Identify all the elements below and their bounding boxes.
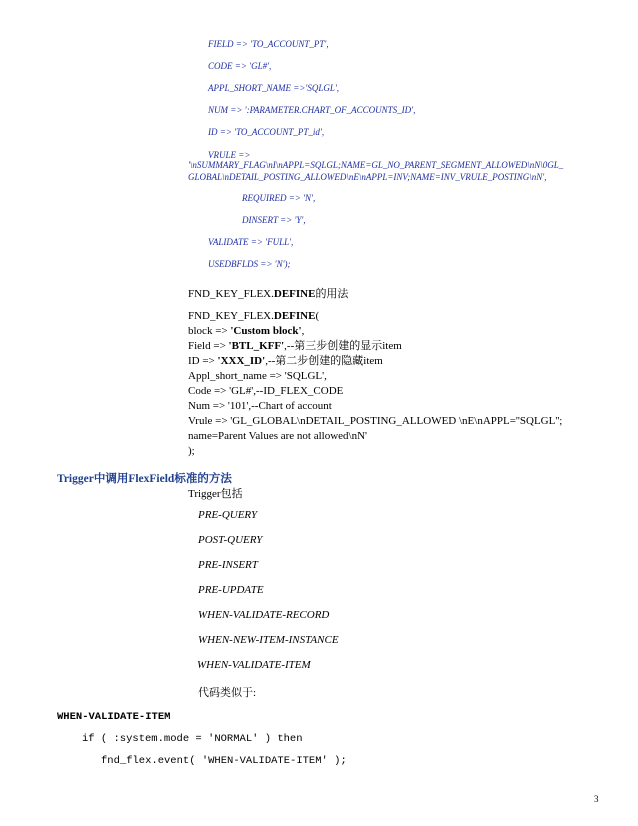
trigger-item: PRE-QUERY	[198, 509, 258, 521]
code-heading: WHEN-VALIDATE-ITEM	[57, 711, 171, 723]
param-num: NUM => ':PARAMETER.CHART_OF_ACCOUNTS_ID',	[208, 105, 416, 115]
param-vrule: VRULE =>	[208, 150, 251, 160]
param-appl: APPL_SHORT_NAME =>'SQLGL',	[208, 83, 340, 93]
define-code-line-3	[188, 339, 402, 354]
param-dinsert: DINSERT => 'Y',	[242, 215, 306, 225]
page-number: 3	[594, 794, 599, 804]
param-field: FIELD => 'TO_ACCOUNT_PT',	[208, 39, 329, 49]
define-title-prefix: FND_KEY_FLEX.	[188, 288, 274, 300]
define-code-l2-suffix: ,	[301, 325, 305, 337]
section-heading: Trigger中调用FlexField标准的方法	[57, 473, 232, 485]
trigger-item: POST-QUERY	[198, 534, 263, 546]
code-line-event: fnd_flex.event( 'WHEN-VALIDATE-ITEM' );	[101, 755, 347, 767]
param-required: REQUIRED => 'N',	[242, 193, 316, 203]
define-code-l2-prefix: block =>	[188, 325, 231, 337]
define-code-l1-bold: DEFINE	[273, 310, 316, 322]
define-code-line-10: );	[188, 445, 195, 457]
define-title-bold: DEFINE	[273, 288, 316, 300]
define-code-l1-prefix: FND_KEY_FLEX.	[188, 310, 274, 322]
define-code-l2-bold: 'Custom block'	[230, 325, 302, 337]
define-code-line-8: Vrule => 'GL_GLOBAL\nDETAIL_POSTING_ALLOWED \nE\nAPPL=''SQLGL'';	[188, 415, 563, 427]
define-code-l4-suffix: ,--第二步创建的隐藏item	[265, 355, 383, 367]
trigger-item: PRE-UPDATE	[198, 584, 264, 596]
define-code-line-7: Num => '101',--Chart of account	[188, 400, 332, 412]
code-line-if: if ( :system.mode = 'NORMAL' ) then	[82, 733, 303, 745]
define-title-suffix: 的用法	[315, 288, 349, 300]
param-id: ID => 'TO_ACCOUNT_PT_id',	[208, 127, 325, 137]
define-code-l4-prefix: ID =>	[188, 355, 218, 367]
define-usage-title	[188, 285, 348, 301]
vrule-line-1: '\nSUMMARY_FLAG\nI\nAPPL=SQLGL;NAME=GL_NO_PARENT_SEGMENT_ALLOWED\nN\0GL_	[188, 160, 564, 170]
trigger-item: WHEN-NEW-ITEM-INSTANCE	[198, 634, 339, 646]
define-code-line-6: Code => 'GL#',--ID_FLEX_CODE	[188, 385, 344, 397]
define-code-line-4	[188, 354, 383, 369]
param-usedbflds: USEDBFLDS => 'N');	[208, 259, 291, 269]
define-code-line-9: name=Parent Values are not allowed\nN'	[188, 430, 368, 442]
trigger-item: WHEN-VALIDATE-RECORD	[198, 609, 330, 621]
trigger-item: PRE-INSERT	[198, 559, 258, 571]
define-code-l1-suffix: (	[315, 310, 320, 322]
trigger-intro: Trigger包括	[188, 488, 243, 500]
define-code-line-2	[188, 324, 304, 339]
define-code-l3-prefix: Field =>	[188, 340, 229, 352]
define-code-line-5: Appl_short_name => 'SQLGL',	[188, 370, 327, 382]
define-code-line-1	[188, 309, 319, 324]
define-code-l4-bold: 'XXX_ID'	[217, 355, 266, 367]
param-code: CODE => 'GL#',	[208, 61, 272, 71]
code-similar-label: 代码类似于:	[198, 687, 257, 699]
param-validate: VALIDATE => 'FULL',	[208, 237, 294, 247]
define-code-l3-suffix: ,--第三步创建的显示item	[284, 340, 402, 352]
vrule-line-2: GLOBAL\nDETAIL_POSTING_ALLOWED\nE\nAPPL=INV;NAME=INV_VRULE_POSTING\nN',	[188, 172, 547, 182]
trigger-item: WHEN-VALIDATE-ITEM	[197, 659, 311, 671]
define-code-l3-bold: 'BTL_KFF'	[228, 340, 285, 352]
